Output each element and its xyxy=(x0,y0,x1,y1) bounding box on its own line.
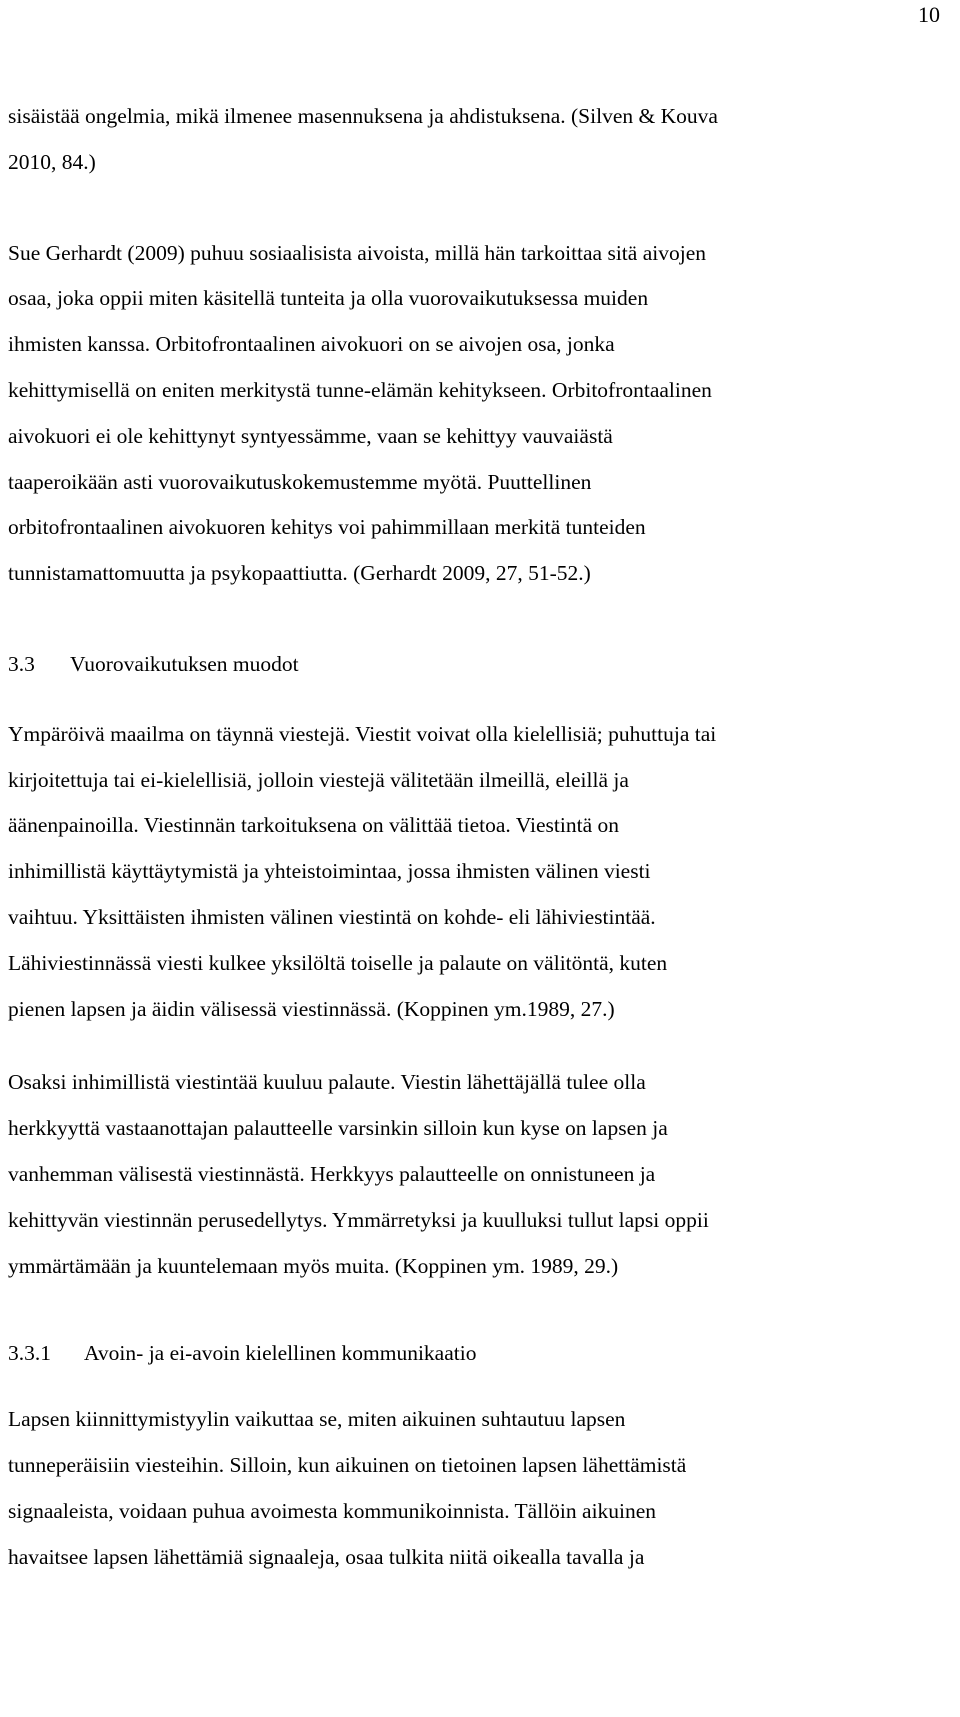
section-number: 3.3 xyxy=(8,651,35,676)
text-line: taaperoikään asti vuorovaikutuskokemustemme myötä. Puuttellinen xyxy=(8,469,592,494)
document-body xyxy=(8,94,944,1580)
text-line: herkkyyttä vastaanottajan palautteelle varsinkin silloin kun kyse on lapsen ja xyxy=(8,1116,668,1141)
subsection-number: 3.3.1 xyxy=(8,1341,51,1366)
text-line: Lapsen kiinnittymistyylin vaikuttaa se, miten aikuinen suhtautuu lapsen xyxy=(8,1407,626,1432)
text-line: tunnistamattomuutta ja psykopaattiutta. (Gerhardt 2009, 27, 51-52.) xyxy=(8,561,591,586)
section-title: Vuorovaikutuksen muodot xyxy=(70,651,299,676)
text-line: tunneperäisiin viesteihin. Silloin, kun aikuinen on tietoinen lapsen lähettämistä xyxy=(8,1452,687,1477)
text-line: ihmisten kanssa. Orbitofrontaalinen aivokuori on se aivojen osa, jonka xyxy=(8,332,615,357)
text-line: vanhemman välisestä viestinnästä. Herkkyys palautteelle on onnistuneen ja xyxy=(8,1161,656,1186)
text-line: Sue Gerhardt (2009) puhuu sosiaalisista aivoista, millä hän tarkoittaa sitä aivojen xyxy=(8,240,706,265)
text-line: havaitsee lapsen lähettämiä signaaleja, osaa tulkita niitä oikealla tavalla ja xyxy=(8,1544,645,1569)
text-line: kehittyvän viestinnän perusedellytys. Ymmärretyksi ja kuulluksi tullut lapsi oppii xyxy=(8,1207,709,1232)
text-line: äänenpainoilla. Viestinnän tarkoituksena on välittää tietoa. Viestintä on xyxy=(8,813,619,838)
text-line: signaaleista, voidaan puhua avoimesta kommunikoinnista. Tällöin aikuinen xyxy=(8,1498,657,1523)
text-line: sisäistää ongelmia, mikä ilmenee masennuksena ja ahdistuksena. (Silven & Kouva xyxy=(8,104,718,128)
text-line: pienen lapsen ja äidin välisessä viestinnässä. (Koppinen ym.1989, 27.) xyxy=(8,996,615,1021)
page-number: 10 xyxy=(918,2,940,27)
text-line: vaihtuu. Yksittäisten ihmisten välinen viestintä on kohde- eli lähiviestintää. xyxy=(8,904,656,929)
text-line: kehittymisellä on eniten merkitystä tunne-elämän kehitykseen. Orbitofrontaalinen xyxy=(8,377,712,402)
paragraph-2 xyxy=(8,231,944,597)
text-line: osaa, joka oppii miten käsitellä tunteita ja olla vuorovaikutuksessa muiden xyxy=(8,286,649,311)
text-line: kirjoitettuja tai ei-kielellisiä, jolloin viestejä välitetään ilmeillä, eleillä ja xyxy=(8,767,629,792)
paragraph-5 xyxy=(8,1397,944,1580)
text-line: orbitofrontaalinen aivokuoren kehitys voi pahimmillaan merkitä tunteiden xyxy=(8,515,646,540)
paragraph-1 xyxy=(8,94,944,186)
section-heading xyxy=(8,642,944,688)
paragraph-3 xyxy=(8,712,944,1033)
subsection-title: Avoin- ja ei-avoin kielellinen kommunikaatio xyxy=(84,1341,477,1366)
text-line: Lähiviestinnässä viesti kulkee yksilöltä toiselle ja palaute on välitöntä, kuten xyxy=(8,950,668,975)
text-line: inhimillistä käyttäytymistä ja yhteistoimintaa, jossa ihmisten välinen viesti xyxy=(8,859,651,884)
text-line: ymmärtämään ja kuuntelemaan myös muita. (Koppinen ym. 1989, 29.) xyxy=(8,1253,619,1278)
text-line: aivokuori ei ole kehittynyt syntyessämme, vaan se kehittyy vauvaiästä xyxy=(8,423,613,448)
text-line: Ympäröivä maailma on täynnä viestejä. Viestit voivat olla kielellisiä; puhuttuja tai xyxy=(8,721,717,746)
text-line: 2010, 84.) xyxy=(8,149,96,174)
text-line: Osaksi inhimillistä viestintää kuuluu palaute. Viestin lähettäjällä tulee olla xyxy=(8,1070,646,1095)
paragraph-4 xyxy=(8,1060,944,1289)
subsection-heading xyxy=(8,1331,944,1377)
